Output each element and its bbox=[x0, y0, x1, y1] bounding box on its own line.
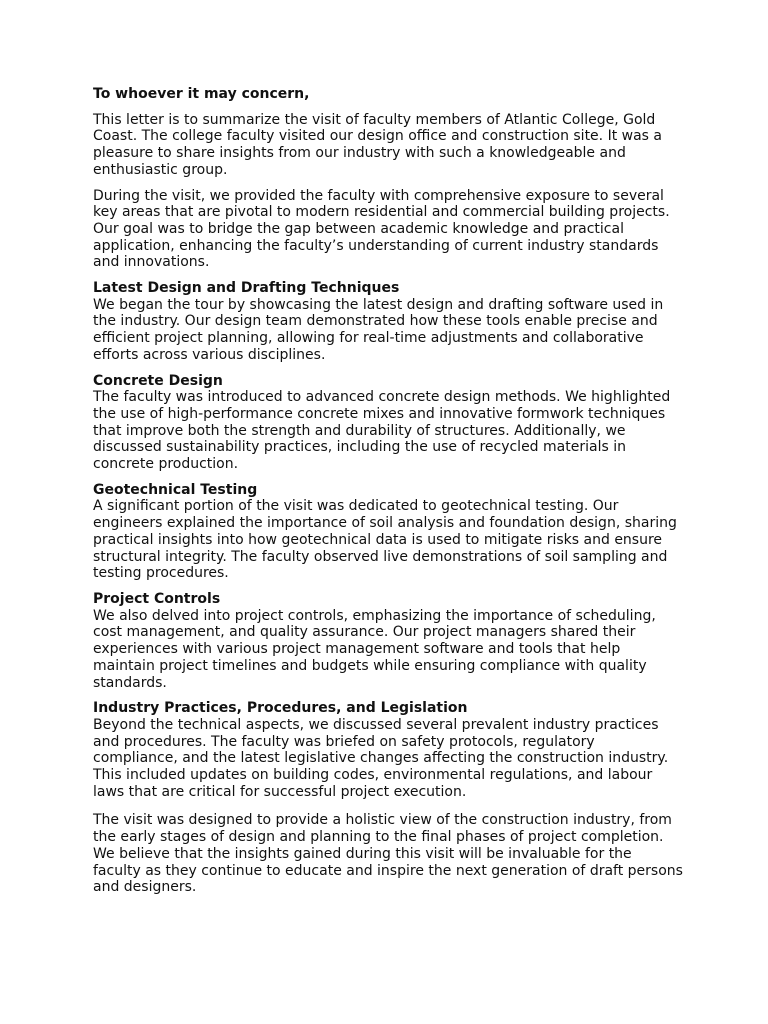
intro-paragraph: This letter is to summarize the visit of faculty members of Atlantic College, Gold Coast. The college faculty visited our design office and construction site. It was a pleasure to share insights from our industry with such a knowledgeable and enthusiastic group. bbox=[93, 111, 662, 178]
section-design-drafting bbox=[93, 280, 683, 364]
section-project-controls bbox=[93, 591, 683, 691]
letter-document bbox=[93, 86, 683, 896]
section-heading: Geotechnical Testing bbox=[93, 481, 258, 498]
intro-paragraph: During the visit, we provided the faculty with comprehensive exposure to several key areas that are pivotal to modern residential and commercial building projects. Our goal was to bridge the gap between academic knowledge and practical application, enhancing the faculty’s understanding of current industry standards and innovations. bbox=[93, 187, 670, 271]
closing-paragraph: The visit was designed to provide a holistic view of the construction industry, from the early stages of design and planning to the final phases of project completion. We believe that the insights gained during this visit will be invaluable for the faculty as they continue to educate and inspire the next generation of draft persons and designers. bbox=[93, 812, 683, 896]
section-body: We began the tour by showcasing the latest design and drafting software used in the industry. Our design team demonstrated how these tools enable precise and efficient project planning, allowing for real-time adjustments and collaborative efforts across various disciplines. bbox=[93, 296, 664, 363]
section-geotechnical-testing bbox=[93, 482, 683, 582]
section-heading: Latest Design and Drafting Techniques bbox=[93, 280, 400, 297]
section-heading: Industry Practices, Procedures, and Legislation bbox=[93, 700, 468, 717]
section-heading: Concrete Design bbox=[93, 372, 223, 389]
section-concrete-design bbox=[93, 373, 683, 473]
section-body: The faculty was introduced to advanced concrete design methods. We highlighted the use of high-performance concrete mixes and innovative formwork techniques that improve both the strength and durability of structures. Additionally, we discussed sustainability practices, including the use of recycled materials in concrete production. bbox=[93, 389, 671, 473]
section-industry-practices bbox=[93, 700, 683, 800]
section-heading: Project Controls bbox=[93, 590, 221, 607]
salutation: To whoever it may concern, bbox=[93, 86, 310, 102]
section-body: Beyond the technical aspects, we discussed several prevalent industry practices and procedures. The faculty was briefed on safety protocols, regulatory compliance, and the latest legislative changes affecting the construction industry. This included updates on building codes, environmental regulations, and labour laws that are critical for successful project execution. bbox=[93, 716, 669, 800]
section-body: We also delved into project controls, emphasizing the importance of scheduling, cost management, and quality assurance. Our project managers shared their experiences with various project management software and tools that help maintain project timelines and budgets while ensuring compliance with quality standards. bbox=[93, 607, 656, 691]
section-body: A significant portion of the visit was dedicated to geotechnical testing. Our engineers explained the importance of soil analysis and foundation design, sharing practical insights into how geotechnical data is used to mitigate risks and ensure structural integrity. The faculty observed live demonstrations of soil sampling and testing procedures. bbox=[93, 498, 677, 582]
